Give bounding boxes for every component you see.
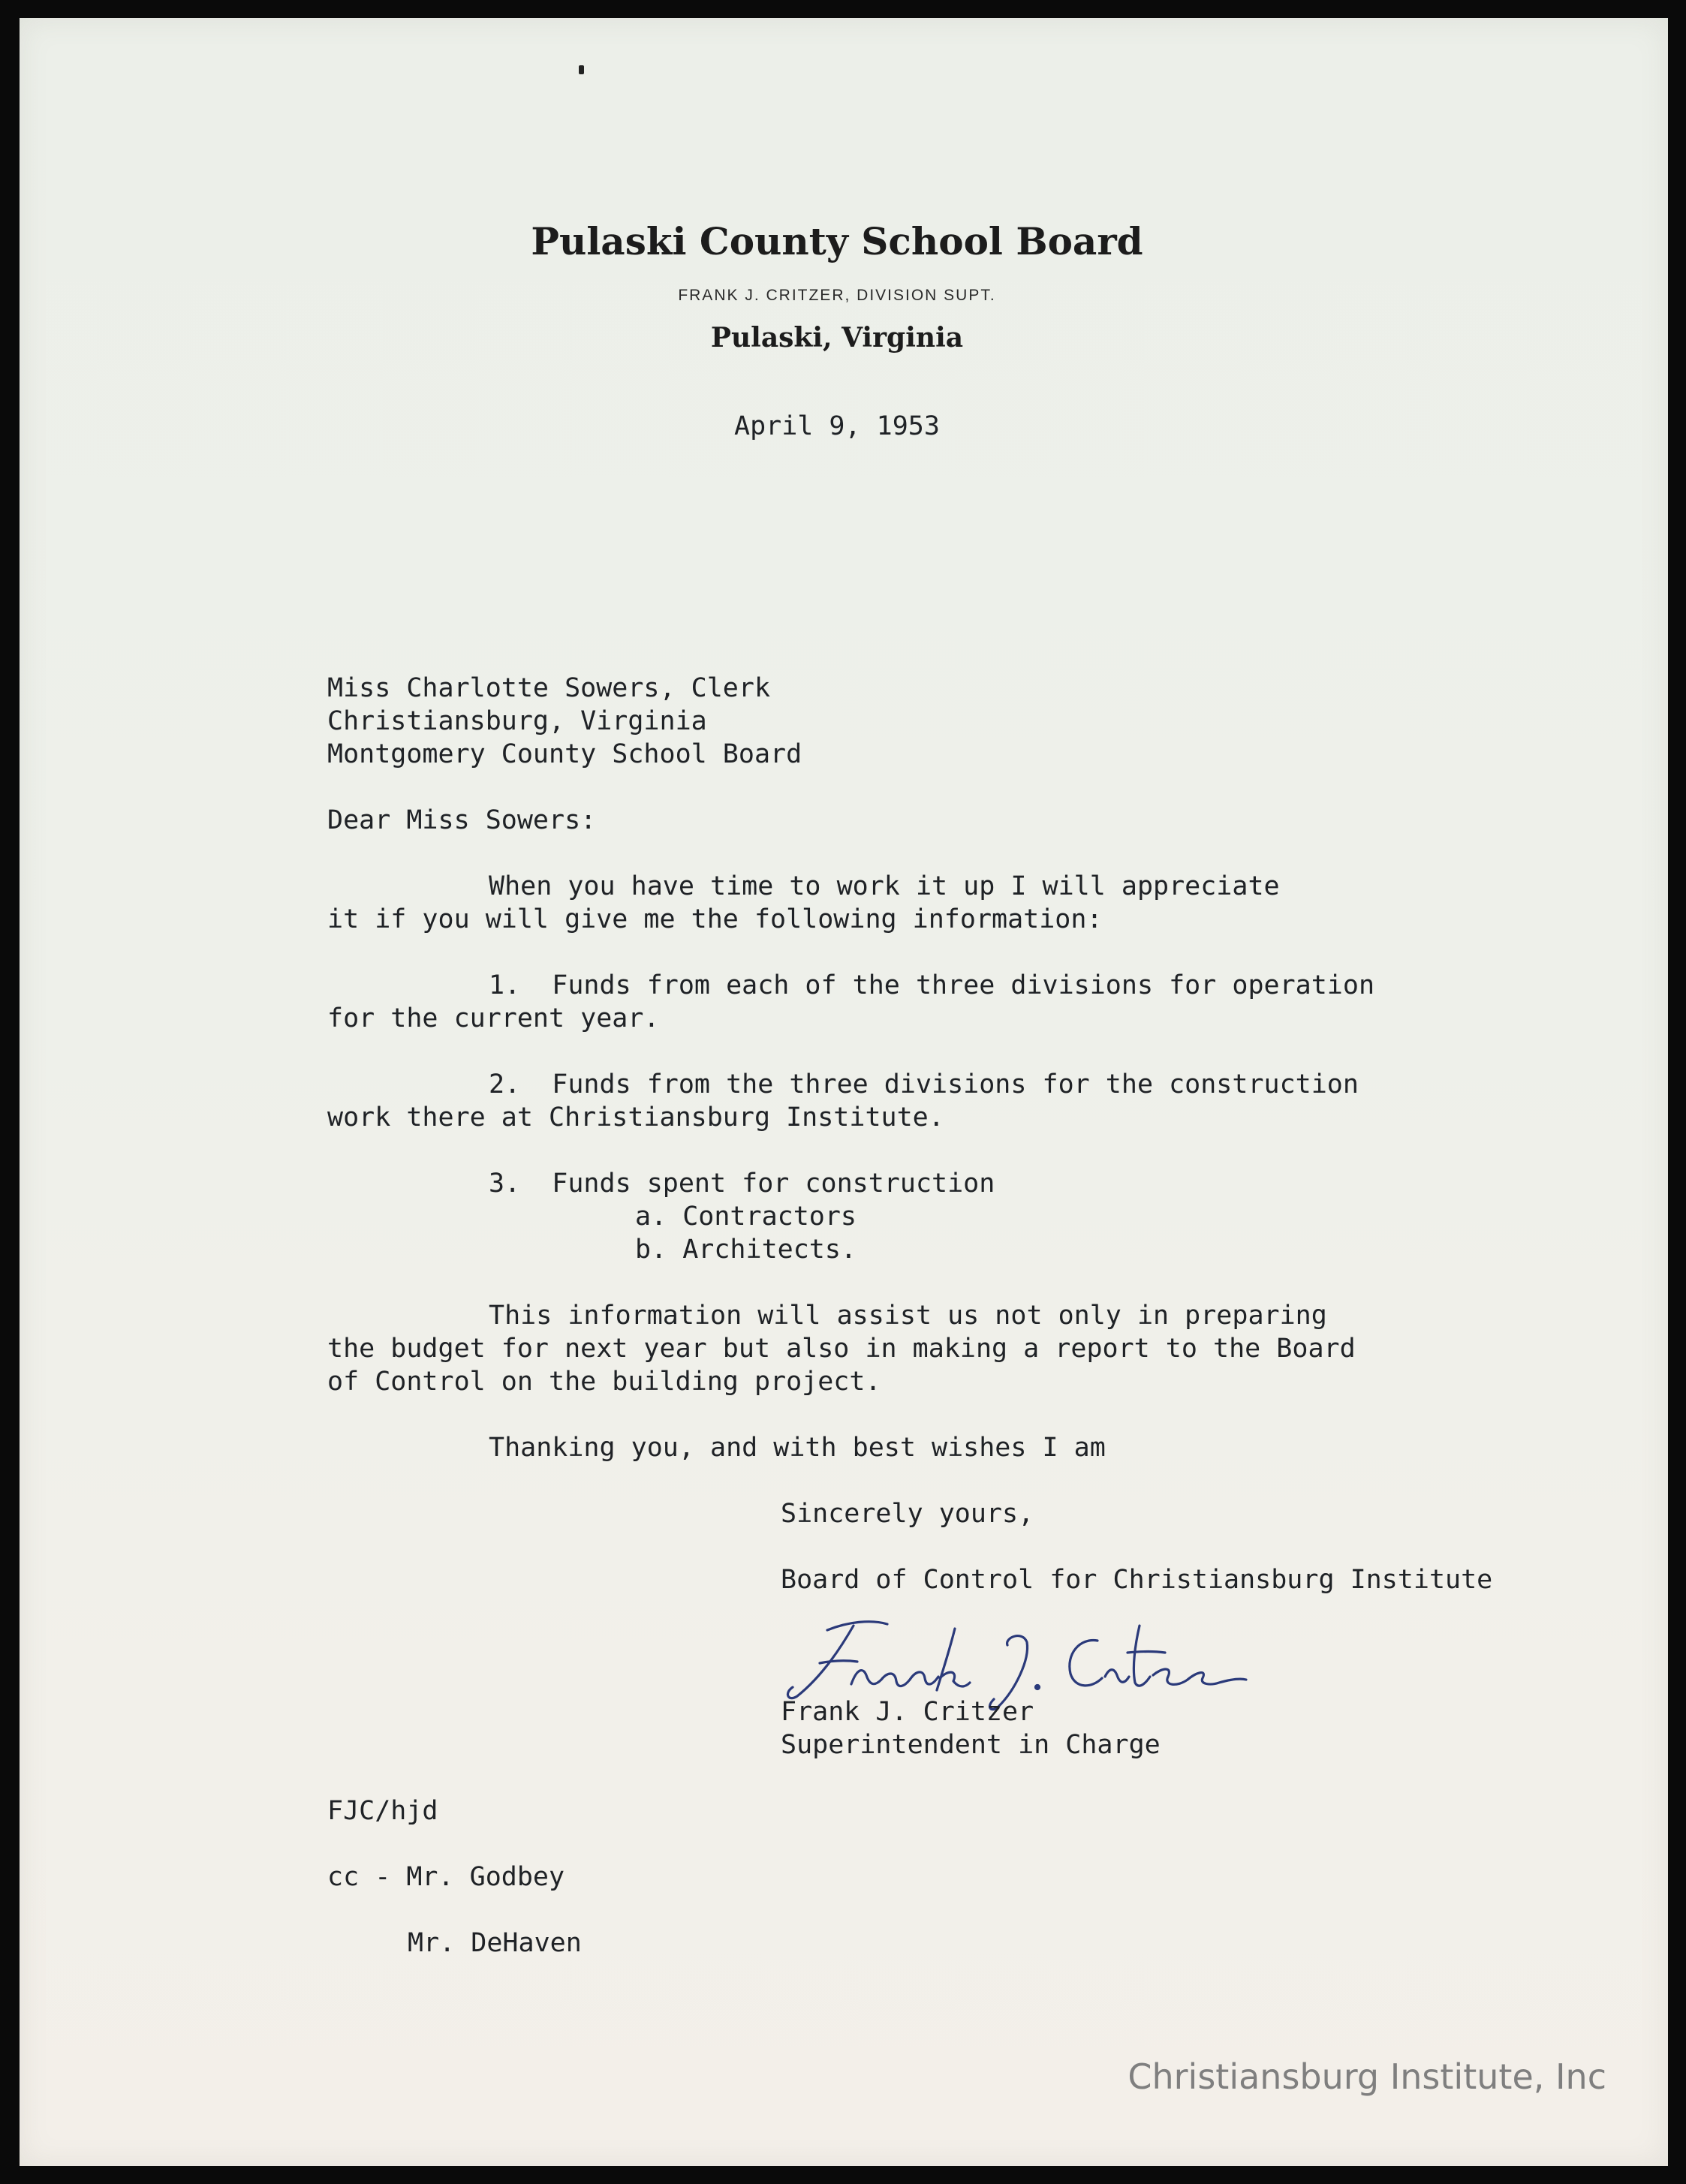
ink-speck [579, 65, 584, 74]
salutation: Dear Miss Sowers: [327, 805, 597, 835]
letter-date: April 9, 1953 [734, 411, 940, 441]
signer-title: Superintendent in Charge [781, 1730, 1161, 1760]
sub-item: a. Contractors [635, 1202, 857, 1232]
paragraph-line: of Control on the building project. [327, 1367, 881, 1397]
archive-watermark: Christiansburg Institute, Inc [1128, 2056, 1606, 2097]
cc-line: cc - Mr. Godbey [327, 1862, 565, 1892]
closing: Sincerely yours, [781, 1499, 1034, 1529]
list-item-line: work there at Christiansburg Institute. [327, 1103, 944, 1133]
cc-line: Mr. DeHaven [408, 1928, 582, 1958]
paragraph-line: it if you will give me the following information: [327, 904, 1103, 934]
paragraph-line: the budget for next year but also in making a report to the Board [327, 1334, 1356, 1364]
recipient-line: Christiansburg, Virginia [327, 706, 707, 736]
reference-initials: FJC/hjd [327, 1796, 438, 1826]
thanks-line: Thanking you, and with best wishes I am [489, 1433, 1106, 1463]
letterhead-title: Pulaski County School Board [531, 219, 1143, 263]
signer-name: Frank J. Critzer [781, 1697, 1034, 1727]
list-item-line: for the current year. [327, 1003, 660, 1033]
letterhead-location: Pulaski, Virginia [710, 322, 964, 353]
recipient-line: Montgomery County School Board [327, 739, 802, 769]
letterhead-superintendent: FRANK J. CRITZER, DIVISION SUPT. [678, 287, 996, 304]
sub-item: b. Architects. [635, 1235, 857, 1265]
paragraph-line: This information will assist us not only in preparing [489, 1301, 1327, 1331]
recipient-line: Miss Charlotte Sowers, Clerk [327, 673, 771, 703]
list-item-line: 3. Funds spent for construction [489, 1169, 995, 1199]
letter-page [20, 18, 1668, 2166]
paragraph-line: When you have time to work it up I will appreciate [489, 871, 1280, 901]
signatory-organization: Board of Control for Christiansburg Institute [781, 1565, 1493, 1595]
list-item-line: 1. Funds from each of the three divisions for operation [489, 970, 1375, 1000]
list-item-line: 2. Funds from the three divisions for the construction [489, 1069, 1359, 1100]
